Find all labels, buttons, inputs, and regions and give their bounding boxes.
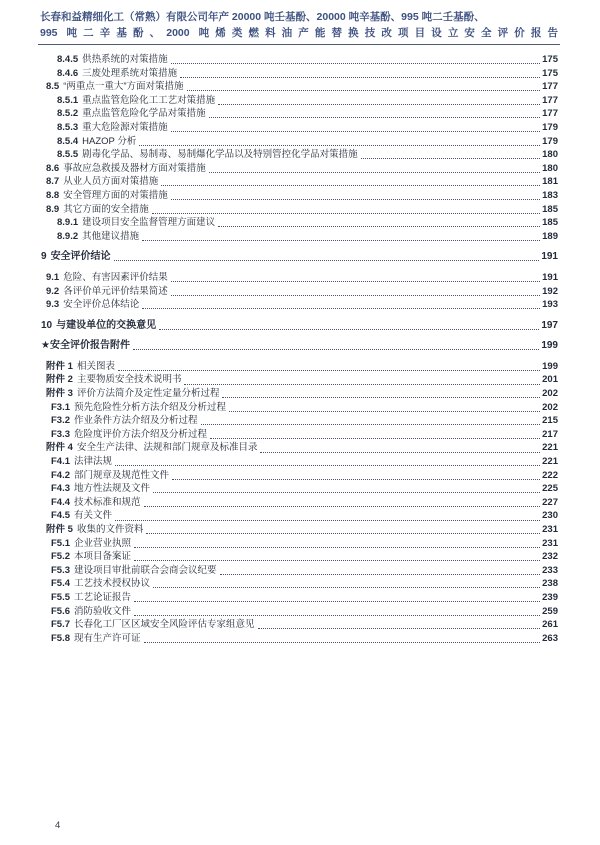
- toc-entry-title: 法律法规: [74, 456, 113, 468]
- toc-entry: [40, 605, 558, 619]
- toc-entry-page: 179: [542, 121, 558, 133]
- toc-entry-number: 附件 4: [46, 442, 73, 454]
- toc-entry-number: 8.5.2: [57, 108, 79, 120]
- toc-entry-number: 9.2: [46, 285, 60, 297]
- toc-entry-page: 185: [542, 217, 558, 229]
- toc-entry-number: F4.2: [51, 469, 71, 481]
- toc-entry-title: 危险、有害因素评价结果: [63, 271, 168, 283]
- toc-entry: [40, 441, 558, 455]
- toc-entry-number: F5.1: [51, 537, 71, 549]
- toc-entry-title: 重点监管危险化学品对策措施: [82, 108, 206, 120]
- toc-entry-number: 8.8: [46, 189, 60, 201]
- toc-entry-number: 9.3: [46, 299, 60, 311]
- toc-list: [40, 53, 558, 645]
- toc-entry: [40, 401, 558, 415]
- toc-entry-number: F5.4: [51, 578, 71, 590]
- toc-entry: [40, 469, 558, 483]
- toc-entry: [40, 67, 558, 81]
- toc-entry-page: 175: [542, 67, 558, 79]
- dot-leader: [180, 77, 540, 78]
- toc-entry-page: 239: [542, 591, 558, 603]
- toc-entry-page: 180: [542, 149, 558, 161]
- toc-entry: [40, 373, 558, 387]
- toc-entry-title: HAZOP 分析: [82, 135, 137, 147]
- toc-entry-page: 183: [542, 189, 558, 201]
- toc-entry-number: F3.2: [51, 415, 71, 427]
- toc-entry-page: 189: [542, 230, 558, 242]
- toc-entry: [40, 121, 558, 135]
- toc-entry-number: F5.5: [51, 591, 71, 603]
- dot-leader: [171, 199, 540, 200]
- toc-entry-number: 10: [41, 319, 53, 331]
- toc-entry-number: 8.5.3: [57, 121, 79, 133]
- page-content: [40, 10, 558, 645]
- toc-entry-title: 主要物质安全技术说明书: [76, 374, 182, 386]
- toc-entry: [40, 537, 558, 551]
- toc-entry-title: 剧毒化学品、易制毒、易制爆化学品以及特别管控化学品对策措施: [82, 149, 358, 161]
- toc-entry-title: 地方性法规及文件: [74, 483, 151, 495]
- toc-entry-title: 其它方面的安全措施: [63, 203, 149, 215]
- toc-entry-number: F5.7: [51, 619, 71, 631]
- toc-entry-page: 175: [542, 54, 558, 65]
- toc-entry: [40, 496, 558, 510]
- toc-entry-number: 8.6: [46, 162, 60, 174]
- report-header: [40, 10, 558, 41]
- toc-entry-title: 安全生产法律、法规和部门规章及标准目录: [76, 442, 258, 454]
- toc-entry-title: 工艺技术授权协议: [74, 578, 151, 590]
- toc-entry-number: F3.3: [51, 428, 71, 440]
- toc-entry-title: 收集的文件资料: [76, 524, 144, 535]
- toc-entry-title: 其他建议措施: [82, 230, 140, 242]
- toc-entry-title: 与建设单位的交换意见: [56, 319, 157, 331]
- dot-leader: [171, 63, 540, 64]
- dot-leader: [142, 308, 540, 309]
- toc-entry: [40, 339, 558, 353]
- toc-entry-title: 长春化工厂区区域安全风险评估专家组意见: [74, 619, 255, 631]
- toc-entry: [40, 175, 558, 189]
- toc-entry-title: ★安全评价报告附件: [41, 340, 130, 352]
- toc-entry-page: 193: [542, 299, 558, 311]
- dot-leader: [144, 642, 541, 643]
- toc-entry: [40, 53, 558, 67]
- dot-leader: [201, 424, 541, 425]
- toc-entry: [40, 216, 558, 230]
- toc-entry-number: F4.1: [51, 456, 71, 468]
- toc-entry: [40, 455, 558, 469]
- dot-leader: [153, 492, 540, 493]
- toc-entry-page: 191: [542, 271, 558, 283]
- dot-leader: [115, 465, 540, 466]
- toc-entry-page: 233: [542, 564, 558, 576]
- toc-entry-title: 相关图表: [76, 360, 115, 372]
- dot-leader: [159, 329, 539, 330]
- toc-entry-number: 附件 5: [46, 524, 73, 535]
- header-rule: [38, 44, 560, 45]
- toc-entry-number: F5.3: [51, 564, 71, 576]
- toc-entry: [40, 135, 558, 149]
- dot-leader: [361, 158, 540, 159]
- toc-entry-page: 197: [541, 319, 558, 331]
- toc-entry-page: 222: [542, 469, 558, 481]
- dot-leader: [142, 240, 540, 241]
- dot-leader: [229, 411, 540, 412]
- dot-leader: [134, 560, 540, 561]
- toc-entry-page: 177: [542, 94, 558, 106]
- dot-leader: [114, 260, 540, 261]
- toc-entry: [40, 428, 558, 442]
- toc-entry-page: 179: [542, 135, 558, 147]
- toc-entry-page: 227: [542, 496, 558, 508]
- dot-leader: [184, 384, 540, 385]
- dot-leader: [139, 145, 540, 146]
- toc-entry: [40, 107, 558, 121]
- toc-entry-number: F5.6: [51, 605, 71, 617]
- toc-entry-page: 231: [542, 537, 558, 549]
- dot-leader: [218, 104, 540, 105]
- toc-entry: [40, 148, 558, 162]
- toc-entry-number: 9.1: [46, 271, 60, 283]
- toc-entry-page: 191: [541, 251, 558, 263]
- toc-entry: [40, 577, 558, 591]
- toc-entry-title: 本项目备案证: [74, 551, 132, 563]
- dot-leader: [218, 226, 540, 227]
- dot-leader: [115, 520, 540, 521]
- dot-leader: [144, 506, 541, 507]
- toc-entry: [40, 360, 558, 374]
- toc-entry-page: 199: [541, 340, 558, 352]
- toc-entry-page: 232: [542, 551, 558, 563]
- toc-entry-page: 215: [542, 415, 558, 427]
- dot-leader: [258, 628, 541, 629]
- dot-leader: [260, 452, 540, 453]
- toc-entry-number: 8.9.2: [57, 230, 79, 242]
- toc-entry-title: 评价方法简介及定性定量分析过程: [76, 388, 220, 400]
- dot-leader: [222, 397, 540, 398]
- toc-entry-title: 企业营业执照: [74, 537, 132, 549]
- toc-entry: [40, 250, 558, 264]
- toc-entry-title: 预先危险性分析方法介绍及分析过程: [74, 401, 227, 413]
- toc-entry: [40, 162, 558, 176]
- toc-entry-number: 附件 3: [46, 388, 73, 400]
- toc-entry-number: F5.2: [51, 551, 71, 563]
- toc-entry-title: 从业人员方面对策措施: [63, 176, 159, 188]
- toc-entry-page: 180: [542, 162, 558, 174]
- toc-entry-number: 8.5.1: [57, 94, 79, 106]
- toc-entry: [40, 298, 558, 312]
- dot-leader: [134, 601, 540, 602]
- toc-entry: [40, 189, 558, 203]
- toc-entry-page: 181: [542, 176, 558, 188]
- toc-entry-number: 附件 1: [46, 360, 73, 372]
- toc-entry-number: F4.3: [51, 483, 71, 495]
- toc-entry-page: 231: [542, 524, 558, 535]
- dot-leader: [209, 117, 540, 118]
- dot-leader: [171, 295, 540, 296]
- toc-entry-number: 附件 2: [46, 374, 73, 386]
- toc-entry-number: 8.4.5: [57, 54, 79, 65]
- toc-entry-number: F4.5: [51, 510, 71, 522]
- toc-entry-title: “两重点一重大”方面对策措施: [63, 81, 184, 93]
- toc-entry-title: 三废处理系统对策措施: [82, 67, 178, 79]
- dot-leader: [134, 615, 540, 616]
- toc-entry: [40, 550, 558, 564]
- toc-entry-page: 261: [542, 619, 558, 631]
- toc-entry-number: 8.9: [46, 203, 60, 215]
- dot-leader: [171, 281, 540, 282]
- toc-entry-number: 8.7: [46, 176, 60, 188]
- dot-leader: [118, 370, 540, 371]
- toc-entry: [40, 482, 558, 496]
- toc-entry: [40, 80, 558, 94]
- toc-entry-title: 部门规章及规范性文件: [74, 469, 170, 481]
- toc-entry-number: F4.4: [51, 496, 71, 508]
- dot-leader: [209, 172, 540, 173]
- toc-entry: [40, 414, 558, 428]
- dot-leader: [220, 574, 541, 575]
- dot-leader: [146, 533, 540, 534]
- toc-entry-page: 202: [542, 388, 558, 400]
- toc-entry-title: 建设项目审批前联合会商会议纪要: [74, 564, 217, 576]
- toc-entry-page: 199: [542, 360, 558, 372]
- toc-entry-page: 259: [542, 605, 558, 617]
- dot-leader: [161, 185, 540, 186]
- toc-entry: [40, 319, 558, 333]
- toc-entry-number: F5.8: [51, 632, 71, 644]
- toc-entry: [40, 564, 558, 578]
- dot-leader: [187, 90, 541, 91]
- toc-entry-title: 重大危险源对策措施: [82, 121, 168, 133]
- dot-leader: [153, 587, 540, 588]
- toc-entry-page: 221: [542, 442, 558, 454]
- toc-entry-title: 安全管理方面的对策措施: [63, 189, 168, 201]
- toc-entry-title: 危险度评价方法介绍及分析过程: [74, 428, 208, 440]
- toc-entry-number: 8.4.6: [57, 67, 79, 79]
- toc-entry-title: 作业条件方法介绍及分析过程: [74, 415, 198, 427]
- dot-leader: [134, 547, 540, 548]
- toc-entry-page: 177: [542, 108, 558, 120]
- toc-entry: [40, 271, 558, 285]
- toc-entry-page: 185: [542, 203, 558, 215]
- toc-entry-number: 8.5.5: [57, 149, 79, 161]
- toc-entry-page: 263: [542, 632, 558, 644]
- dot-leader: [171, 131, 540, 132]
- toc-entry-title: 各评价单元评价结果简述: [63, 285, 168, 297]
- toc-entry: [40, 203, 558, 217]
- toc-entry-page: 177: [542, 81, 558, 93]
- dot-leader: [172, 479, 540, 480]
- toc-entry: [40, 94, 558, 108]
- toc-entry-title: 事故应急救援及器材方面对策措施: [63, 162, 206, 174]
- toc-entry-page: 192: [542, 285, 558, 297]
- toc-entry-title: 有关文件: [74, 510, 113, 522]
- toc-entry-number: F3.1: [51, 401, 71, 413]
- dot-leader: [152, 213, 540, 214]
- toc-entry-number: 9: [41, 251, 47, 263]
- toc-entry: [40, 230, 558, 244]
- toc-entry-page: 217: [542, 428, 558, 440]
- toc-entry: [40, 509, 558, 523]
- toc-entry-title: 消防验收文件: [74, 605, 132, 617]
- toc-entry-title: 工艺论证报告: [74, 591, 132, 603]
- toc-entry-number: 8.5.4: [57, 135, 79, 147]
- toc-entry-title: 供热系统的对策措施: [82, 54, 168, 65]
- toc-entry-title: 安全评价总体结论: [63, 299, 140, 311]
- dot-leader: [210, 438, 540, 439]
- toc-entry-page: 202: [542, 401, 558, 413]
- toc-entry: [40, 523, 558, 537]
- toc-entry: [40, 618, 558, 632]
- toc-entry-title: 建设项目安全监督管理方面建议: [82, 217, 216, 229]
- toc-entry-title: 安全评价结论: [50, 251, 111, 263]
- toc-entry-page: 238: [542, 578, 558, 590]
- toc-entry-title: 现有生产许可证: [74, 632, 141, 644]
- toc-entry-page: 221: [542, 456, 558, 468]
- toc-entry-page: 201: [542, 374, 558, 386]
- toc-entry-page: 230: [542, 510, 558, 522]
- toc-entry-title: 技术标准和规范: [74, 496, 141, 508]
- toc-entry: [40, 632, 558, 646]
- toc-entry: [40, 387, 558, 401]
- report-header-line2: 995 吨二辛基酚、2000 吨烯类燃料油产能替换技改项目设立安全评价报告: [40, 26, 558, 39]
- toc-entry-number: 8.5: [46, 81, 60, 93]
- toc-entry-number: 8.9.1: [57, 217, 79, 229]
- report-header-line1: 长春和益精细化工（常熟）有限公司年产 20000 吨壬基酚、20000 吨辛基酚、995 吨二壬基酚、: [40, 11, 485, 23]
- toc-entry: [40, 285, 558, 299]
- toc-entry-page: 225: [542, 483, 558, 495]
- footer-page-number: 4: [55, 820, 61, 831]
- toc-entry: [40, 591, 558, 605]
- toc-entry-title: 重点监管危险化工工艺对策措施: [82, 94, 216, 106]
- dot-leader: [133, 349, 539, 350]
